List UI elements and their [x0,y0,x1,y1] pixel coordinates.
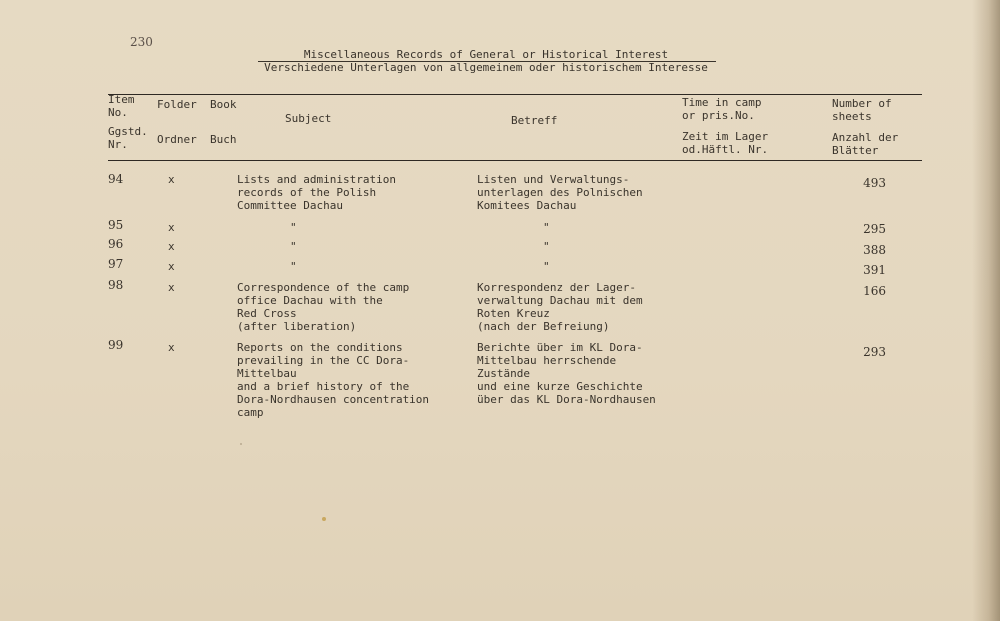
folder-mark: x [168,173,175,186]
subject-text: " [290,240,297,253]
header-betreff: Betreff [511,114,558,127]
item-number: 97 [108,257,124,271]
header-time-de: Zeit im Lager od.Häftl. Nr. [682,130,769,156]
folder-mark: x [168,260,175,273]
item-number: 98 [108,278,124,292]
table-header-rule [108,160,922,161]
sheet-count: 388 [863,243,886,257]
item-number: 96 [108,237,124,251]
subject-text: " [290,260,297,273]
header-folder-de: Ordner [157,133,197,146]
table-top-rule [108,94,922,95]
header-book-de: Buch [210,133,237,146]
subject-text: Reports on the conditions prevailing in the CC Dora- Mittelbau and a brief history of the Dora-Nordhausen concentration camp [237,341,430,419]
header-item-en: Item No. [108,93,135,119]
betreff-text: Korrespondenz der Lager- verwaltung Dachau mit dem Roten Kreuz (nach der Befreiung) [477,281,643,333]
betreff-text: " [543,260,550,273]
betreff-text: Listen und Verwaltungs- unterlagen des Polnischen Komitees Dachau [477,173,643,212]
betreff-text: Berichte über im KL Dora- Mittelbau herrschende Zustände und eine kurze Geschichte über das KL Dora-Nordhausen [477,341,656,406]
header-time-en: Time in camp or pris.No. [682,96,762,122]
folder-mark: x [168,281,175,294]
subject-text: Lists and administration records of the Polish Committee Dachau [237,173,396,212]
item-number: 95 [108,218,124,232]
sheet-count: 295 [863,222,886,236]
paper-blemish [322,517,326,521]
paper-blemish [240,443,242,445]
header-folder-en: Folder [157,98,197,111]
item-number: 94 [108,172,124,186]
header-sheets-en: Number of sheets [832,97,892,123]
header-book-en: Book [210,98,237,111]
header-item-de: Ggstd. Nr. [108,125,148,151]
title-english: Miscellaneous Records of General or Historical Interest [303,48,669,61]
folder-mark: x [168,341,175,354]
sheet-count: 391 [863,263,886,277]
folder-mark: x [168,240,175,253]
header-sheets-de: Anzahl der Blätter [832,131,899,157]
item-number: 99 [108,338,124,352]
subject-text: Correspondence of the camp office Dachau with the Red Cross (after liberation) [237,281,410,333]
subject-text: " [290,221,297,234]
header-subject: Subject [285,112,332,125]
betreff-text: " [543,240,550,253]
folder-mark: x [168,221,175,234]
sheet-count: 166 [863,284,886,298]
page-number: 230 [130,35,153,49]
title-german: Verschiedene Unterlagen von allgemeinem oder historischem Interesse [264,61,708,74]
betreff-text: " [543,221,550,234]
sheet-count: 493 [863,176,886,190]
sheet-count: 293 [863,345,886,359]
